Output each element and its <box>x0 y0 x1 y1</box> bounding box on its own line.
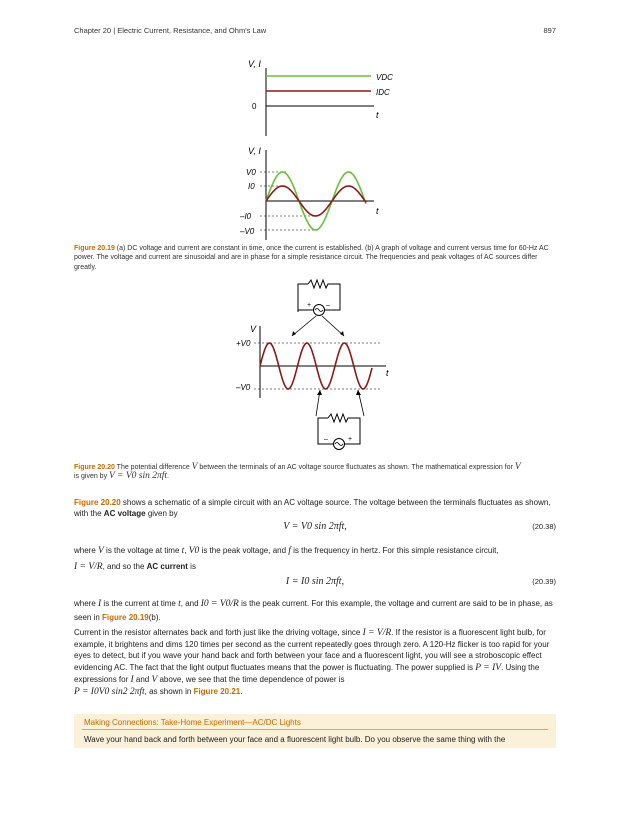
v0-label: V0 <box>246 168 256 177</box>
equation: V = V0 sin 2πft, <box>283 521 347 532</box>
text: . If the resistor is a fluorescent light bulb, for example, it brightens and dims 120 times per second as the current repeatedly goes through zero. A 120-Hz flicker is too rapid for your eyes to detect, but if you wave your hand back and forth between your face and a fluorescent light, you will see a stroboscopic effect evidencing AC. The fact that the light output fluctuates means that the power is fluctuating. The power supplied is <box>74 628 550 672</box>
figure-20-20-caption <box>74 463 556 482</box>
text: is the frequency in hertz. For this simple resistance circuit, <box>290 546 499 555</box>
equation: I = I0 sin 2πft, <box>285 576 345 587</box>
minus-sign-bottom: – <box>324 436 328 443</box>
text: above, we see that the time dependence of power is <box>157 674 345 684</box>
callout-body: Wave your hand back and forth between your face and a fluorescent light bulb. Do you observe the same thing with the <box>84 735 506 744</box>
text: is the current at time <box>101 599 179 608</box>
paragraph-where-i <box>74 597 556 625</box>
equation-20-38 <box>74 521 556 535</box>
equation-20-39 <box>74 576 556 590</box>
plus-sign-top: + <box>307 302 312 309</box>
math: V <box>151 674 158 685</box>
paragraph-ac-voltage <box>74 497 556 519</box>
figure-20-20 <box>220 278 400 456</box>
text: is <box>187 562 196 571</box>
equation-number: (20.39) <box>532 577 556 586</box>
key-term: AC current <box>146 562 188 571</box>
caption-text: between the terminals of an AC voltage source fluctuates as shown. The mathematical expression for <box>197 464 515 471</box>
text: , and <box>180 599 201 608</box>
math: P = I0V0 sin2 2πft <box>74 687 145 698</box>
figure-20-19-caption <box>74 244 556 272</box>
text: , as shown in <box>144 687 194 697</box>
math-v: V <box>191 462 198 472</box>
math: f <box>288 546 291 556</box>
caption-text: The potential difference <box>114 464 192 471</box>
figure-link[interactable]: Figure 20.21 <box>193 687 241 697</box>
neg-i0-label: –I0 <box>240 212 252 221</box>
minus-sign-top: – <box>326 302 330 309</box>
vdc-label: VDC <box>376 73 393 82</box>
callout-title: Making Connections: Take-Home Experiment—AC/DC Lights <box>84 718 301 727</box>
paragraph-where-v <box>74 543 556 575</box>
text: Current in the resistor alternates back and forth just like the driving voltage, since <box>74 628 363 637</box>
text: is the peak current. For this example, the voltage and current are said to be in phase, as seen in <box>74 599 553 622</box>
caption-text: is given by <box>74 473 110 481</box>
equation-number: (20.38) <box>532 522 556 531</box>
figure-20-19a <box>236 56 406 138</box>
axis-label: V, I <box>248 59 261 69</box>
pos-v0-label: +V0 <box>236 339 251 348</box>
math-v: V <box>514 462 521 472</box>
text: is the voltage at time <box>103 546 182 555</box>
math: t <box>181 546 185 556</box>
text: (b). <box>148 613 161 622</box>
neg-v0-label: –V0 <box>236 383 251 392</box>
math: V <box>98 546 104 556</box>
caption-text: (a) DC voltage and current are constant in time, once the current is established. (b) A graph of voltage and current versus time for 60-Hz AC power. The voltage and current are sinusoidal and are in phase for a simple resistance circuit. The frequencies and peak voltages of AC sources differ greatly. <box>74 245 549 271</box>
math: I = V/R <box>362 628 392 638</box>
key-term: AC voltage <box>103 509 146 519</box>
math: V0 <box>188 546 200 556</box>
figure-label: Figure 20.20 <box>74 464 115 471</box>
figure-link[interactable]: Figure 20.20 <box>74 498 121 507</box>
math: I <box>98 599 102 609</box>
t-label: t <box>376 110 379 120</box>
i0-label: I0 <box>248 182 255 191</box>
text: where <box>74 599 99 608</box>
divider <box>82 729 548 730</box>
t-label: t <box>376 206 379 216</box>
text: . <box>240 687 243 697</box>
zero-label: 0 <box>252 102 257 111</box>
math: P = IV <box>475 662 502 673</box>
making-connections-box <box>74 714 556 748</box>
plus-sign-bottom: + <box>348 436 353 443</box>
math-expression: V = V0 sin 2πft <box>109 471 168 482</box>
text: , <box>184 546 189 555</box>
text: . Using the expressions for <box>74 662 540 684</box>
neg-v0-label: –V0 <box>240 227 255 236</box>
text: shows a schematic of a simple circuit with an AC voltage source. The voltage between the terminals fluctuates as shown, with the <box>74 498 551 519</box>
text: , and so the <box>102 562 147 571</box>
math: I <box>130 674 134 685</box>
axis-label: V, I <box>248 146 261 156</box>
text: given by <box>145 509 178 519</box>
t-label: t <box>386 368 389 378</box>
text: is the peak voltage, and <box>199 546 289 555</box>
chapter-header: Chapter 20 | Electric Current, Resistance, and Ohm's Law <box>74 26 267 35</box>
math: I0 = V0/R <box>200 599 239 609</box>
figure-20-19b <box>236 144 406 240</box>
page-number: 897 <box>543 26 556 35</box>
paragraph-current-alternates <box>74 627 556 698</box>
figure-link[interactable]: Figure 20.19 <box>102 613 149 622</box>
figure-label: Figure 20.19 <box>74 245 115 252</box>
caption-text: . <box>167 473 169 481</box>
math: t <box>178 599 181 609</box>
idc-label: IDC <box>376 88 390 97</box>
v-label: V <box>250 324 257 334</box>
text: where <box>74 546 99 555</box>
text: and <box>133 674 152 684</box>
math: I = V/R <box>74 562 103 572</box>
